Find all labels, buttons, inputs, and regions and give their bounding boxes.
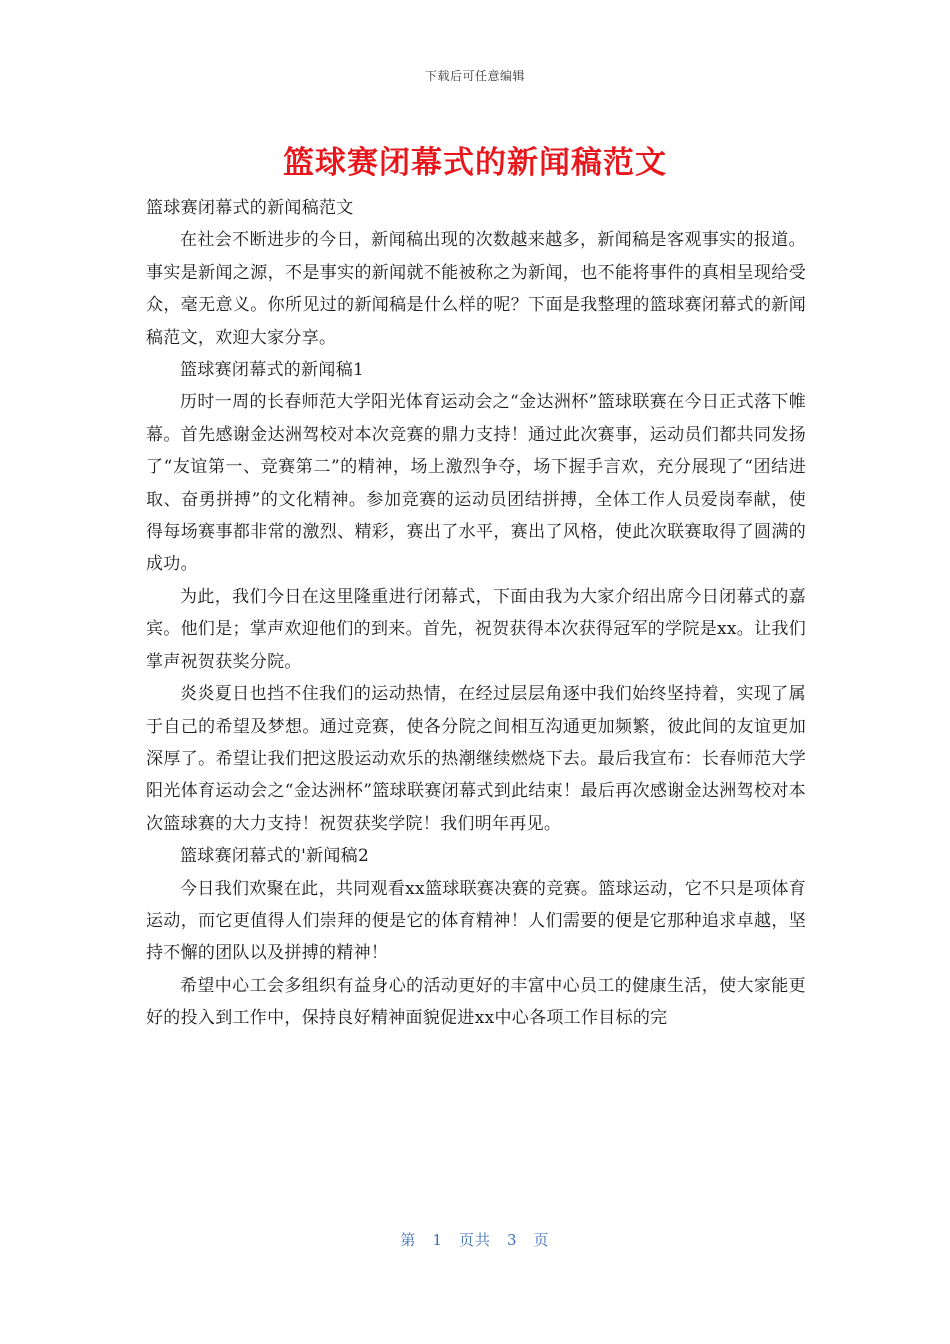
page-number-footer bbox=[0, 1229, 950, 1250]
page-label-suffix: 页 bbox=[533, 1231, 550, 1249]
document-body bbox=[146, 192, 806, 1035]
paragraph-intro: 在社会不断进步的今日，新闻稿出现的次数越来越多，新闻稿是客观事实的报道。事实是新闻之源，不是事实的新闻就不能被称之为新闻，也不能将事件的真相呈现给受众，毫无意义。你所见过的新闻稿是什么样的呢？下面是我整理的篮球赛闭幕式的新闻稿范文，欢迎大家分享。 bbox=[146, 230, 806, 348]
document-subtitle: 篮球赛闭幕式的新闻稿范文 bbox=[146, 198, 354, 218]
section-heading-2: 篮球赛闭幕式的'新闻稿2 bbox=[180, 846, 370, 867]
paragraph: 历时一周的长春师范大学阳光体育运动会之“金达洲杯”篮球联赛在今日正式落下帷幕。首先感谢金达洲驾校对本次竞赛的鼎力支持！通过此次赛事，运动员们都共同发扬了“友谊第一、竞赛第二”的精神，场上激烈争夺，场下握手言欢，充分展现了“团结进取、奋勇拼搏”的文化精神。参加竞赛的运动员团结拼搏，全体工作人员爱岗奉献，使得每场赛事都非常的激烈、精彩，赛出了水平，赛出了风格，使此次联赛取得了圆满的成功。 bbox=[146, 392, 806, 575]
section-heading-1: 篮球赛闭幕式的新闻稿1 bbox=[180, 360, 365, 381]
paragraph: 为此，我们今日在这里隆重进行闭幕式，下面由我为大家介绍出席今日闭幕式的嘉宾。他们是；掌声欢迎他们的到来。首先，祝贺获得本次获得冠军的学院是xx。让我们掌声祝贺获奖分院。 bbox=[146, 586, 806, 672]
header-note: 下载后可任意编辑 bbox=[424, 69, 525, 83]
page-label-middle: 页共 bbox=[458, 1231, 491, 1249]
page-label-prefix: 第 bbox=[400, 1231, 417, 1249]
total-pages-number: 3 bbox=[507, 1231, 518, 1249]
paragraph: 希望中心工会多组织有益身心的活动更好的丰富中心员工的健康生活，使大家能更好的投入到工作中，保持良好精神面貌促进xx中心各项工作目标的完 bbox=[146, 975, 806, 1029]
document-title: 篮球赛闭幕式的新闻稿范文 bbox=[283, 145, 667, 181]
current-page-number: 1 bbox=[432, 1231, 443, 1249]
paragraph: 今日我们欢聚在此，共同观看xx篮球联赛决赛的竞赛。篮球运动，它不只是项体育运动，而它更值得人们崇拜的便是它的体育精神！人们需要的便是它那种追求卓越，坚持不懈的团队以及拼搏的精神！ bbox=[146, 878, 806, 964]
paragraph: 炎炎夏日也挡不住我们的运动热情，在经过层层角逐中我们始终坚持着，实现了属于自己的希望及梦想。通过竞赛，使各分院之间相互沟通更加频繁，彼此间的友谊更加深厚了。希望让我们把这股运动欢乐的热潮继续燃烧下去。最后我宣布：长春师范大学阳光体育运动会之“金达洲杯”篮球联赛闭幕式到此结束！最后再次感谢金达洲驾校对本次篮球赛的大力支持！祝贺获奖学院！我们明年再见。 bbox=[146, 684, 806, 834]
